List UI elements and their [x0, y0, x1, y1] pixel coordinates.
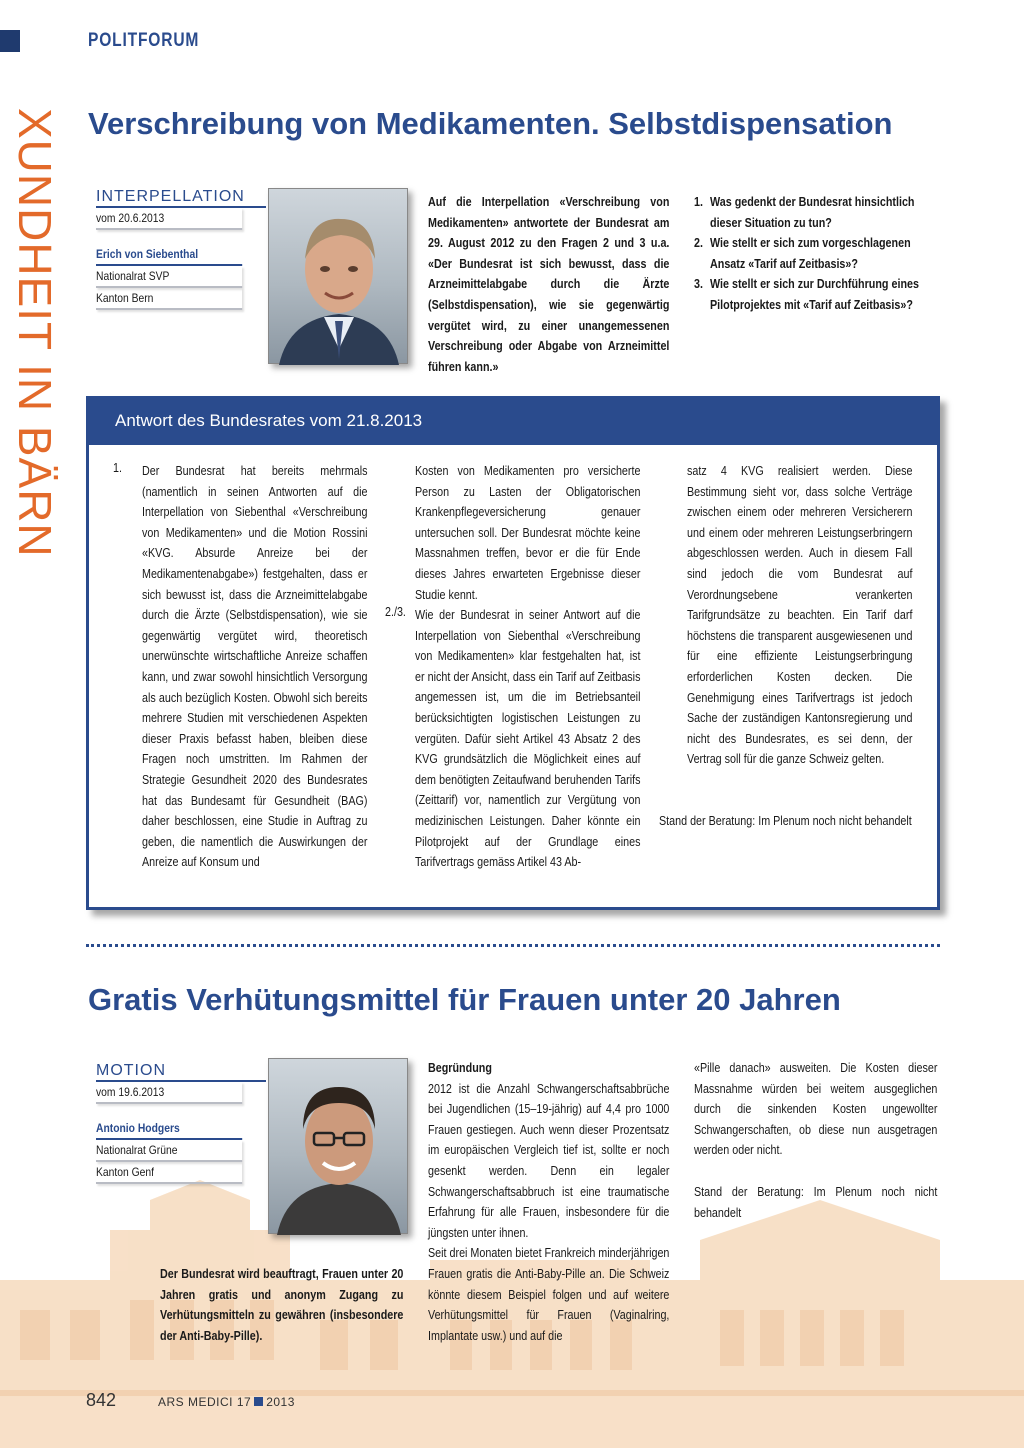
answer-panel	[86, 396, 940, 910]
question-item: 3. Wie stellt er sich zur Durchführung eines Pilotprojektes mit «Tarif auf Zeitbasis»?	[694, 277, 919, 312]
article1-status: Stand der Beratung: Im Plenum noch nicht behandelt	[659, 814, 912, 828]
journal-name: ARS MEDICI 17	[158, 1395, 252, 1409]
article2-canton: Kanton Genf	[96, 1162, 242, 1184]
answer-column-2b: Wie der Bundesrat in seiner Antwort auf die Interpellation von Siebenthal «Verschreibung von Medikamenten» klar festgehalten hat, ist er nicht der Ansicht, dass ein Tarif auf Zeitbasis angemessen ist, um die im Betriebsanteil berücksichtigten logistischen Leistungen zu vergüten. Dafür sieht Artikel 43 Absatz 2 des KVG grundsätzlich die Möglichkeit eines auf dem benötigten Zeitaufwand beruhenden Tarifs (Zeittarif) vor, namentlich zur Vergütung von medizinischen Leistungen. Daher könnte ein Pilotprojekt auf der Grundlage eines Tarifvertrags gemäss Artikel 43 Ab-	[415, 608, 641, 870]
article1-title: Verschreibung von Medikamenten. Selbstdispensation	[88, 106, 893, 141]
article2-status: Stand der Beratung: Im Plenum noch nicht behandelt	[694, 1185, 938, 1220]
article1-canton: Kanton Bern	[96, 288, 242, 310]
journal-year: 2013	[266, 1395, 295, 1409]
article2-reason-col3: «Pille danach» ausweiten. Die Kosten dieser Massnahme würden bei weitem ausgeglichen durch die sinkenden Kosten ungewollter Schwangerschaften, ob diese nun ausgetragen werden oder nicht.	[694, 1061, 938, 1158]
answer-panel-header	[89, 399, 937, 445]
section-divider	[86, 944, 940, 947]
answer-column-1: Der Bundesrat hat bereits mehrmals (namentlich in seinen Antworten auf die Interpellation von Siebenthal «Verschreibung von Medikamenten» und die Motion Rossini «KVG. Absurde Anreize bei der Medikamentenabgabe») festgehalten, dass er sich bewusst ist, dass die Arzneimittelabgabe durch die Ärzte (Selbstdispensation), wie sie gegenwärtig vergütet wird, theoretisch unerwünschte wirtschaftliche Anreize schaffen kann, und zwar sowohl hinsichtlich Versorgung als auch bezüglich Kosten. Obwohl sich bereits mehrere Studien mit verschiedenen Aspekten dieser Praxis befasst haben, bleiben diese Fragen noch umstritten. Im Rahmen der Strategie Gesundheit 2020 des Bundesrates hat das Bundesamt für Gesundheit (BAG) daher beschlossen, eine Studie in Auftrag zu geben, die namentlich die Auswirkungen der Anreize auf Konsum und	[142, 464, 368, 870]
page-number: 842	[86, 1390, 117, 1410]
article1-date: vom 20.6.2013	[96, 208, 242, 230]
answer-number-1: 1.	[113, 461, 122, 475]
article1-author: Erich von Siebenthal	[96, 244, 242, 266]
article2-date: vom 19.6.2013	[96, 1082, 242, 1104]
motion-text: Der Bundesrat wird beauftragt, Frauen unter 20 Jahren gratis und anonym Zugang zu Verhütungsmitteln zu gewähren (insbesondere der Anti-Baby-Pille).	[160, 1267, 404, 1343]
article1-question-list	[694, 192, 940, 316]
article1-type: INTERPELLATION	[96, 188, 266, 208]
corner-marker	[0, 30, 20, 52]
article2-role: Nationalrat Grüne	[96, 1140, 242, 1162]
article2-title: Gratis Verhütungsmittel für Frauen unter 20 Jahren	[88, 982, 841, 1017]
article1-role: Nationalrat SVP	[96, 266, 242, 288]
section-label: POLITFORUM	[88, 30, 200, 51]
author-photo-antonio-hodgers	[268, 1058, 408, 1234]
article1-author-box	[96, 188, 266, 310]
answer-heading: Antwort des Bundesrates vom 21.8.2013	[115, 411, 423, 430]
question-item: 1. Was gedenkt der Bundesrat hinsichtlich dieser Situation zu tun?	[694, 195, 915, 230]
footer-journal	[158, 1395, 295, 1409]
article2-reason: Begründung 2012 ist die Anzahl Schwangerschaftsabbrüche bei Jugendlichen (15–19-jährig) auf 4,4 pro 1000 Frauen gestiegen. Auch wenn dieser Prozentsatz im europäischen Vergleich tief ist, sollte er noch gesenkt werden. Denn ein legaler Schwangerschaftsabbruch ist eine traumatische Erfahrung für alle Frauen, insbesondere für die jüngsten unter ihnen. Seit drei Monaten bietet Frankreich minderjährigen Frauen gratis die Anti-Baby-Pille an. Die Schweiz könnte diesem Beispiel folgen und auf weitere Verhütungsmittel für Frauen (Vaginalring, Implantate usw.) und auf die	[428, 1061, 670, 1343]
article1-intro: Auf die Interpellation «Verschreibung von Medikamenten» antwortete der Bundesrat am 29. August 2012 zu den Fragen 2 und 3 u.a. «Der Bundesrat ist sich bewusst, dass die Arzneimittelabgabe durch die Ärzte (Selbstdispensation), wie sie gegenwärtig vergütet wird, zu einer unangemessenen Verschreibung oder Abgabe von Arzneimittel führen kann.»	[428, 195, 670, 374]
side-title	[9, 108, 62, 558]
author-photo-erich-von-siebenthal	[268, 188, 408, 364]
answer-column-2a: Kosten von Medikamenten pro versicherte Person zu Lasten der Obligatorischen Krankenpflegeversicherung genauer untersuchen soll. Der Bundesrat möchte keine Massnahmen treffen, bevor er die für Ende dieses Jahres erwarteten Ergebnisse dieser Studie kennt.	[415, 464, 641, 602]
answer-number-2: 2./3.	[385, 605, 406, 619]
side-title-text: XUNDHEIT IN BÄRN	[9, 108, 61, 558]
article2-author: Antonio Hodgers	[96, 1118, 242, 1140]
answer-column-3: satz 4 KVG realisiert werden. Diese Bestimmung sieht vor, dass solche Verträge zwischen einem oder mehreren Versicherern und einem oder mehreren Leistungserbringern abgeschlossen werden. Auch in diesem Fall sind jedoch die vom Bundesrat auf Verordnungsebene verankerten Tarifgrundsätze zu beachten. Ein Tarif darf höchstens die transparent ausgewiesenen und für eine effiziente Leistungserbringung erforderlichen Kosten decken. Die Genehmigung eines Tarifvertrags ist jedoch Sache der zuständigen Kantonsregierung und nicht des Bundesrates, es sei denn, der Vertrag soll für die ganze Schweiz gelten.	[687, 464, 913, 767]
article2-author-box	[96, 1062, 266, 1184]
square-icon	[254, 1397, 263, 1406]
article2-type: MOTION	[96, 1062, 266, 1082]
question-item: 2. Wie stellt er sich zum vorgeschlagenen Ansatz «Tarif auf Zeitbasis»?	[694, 236, 911, 271]
